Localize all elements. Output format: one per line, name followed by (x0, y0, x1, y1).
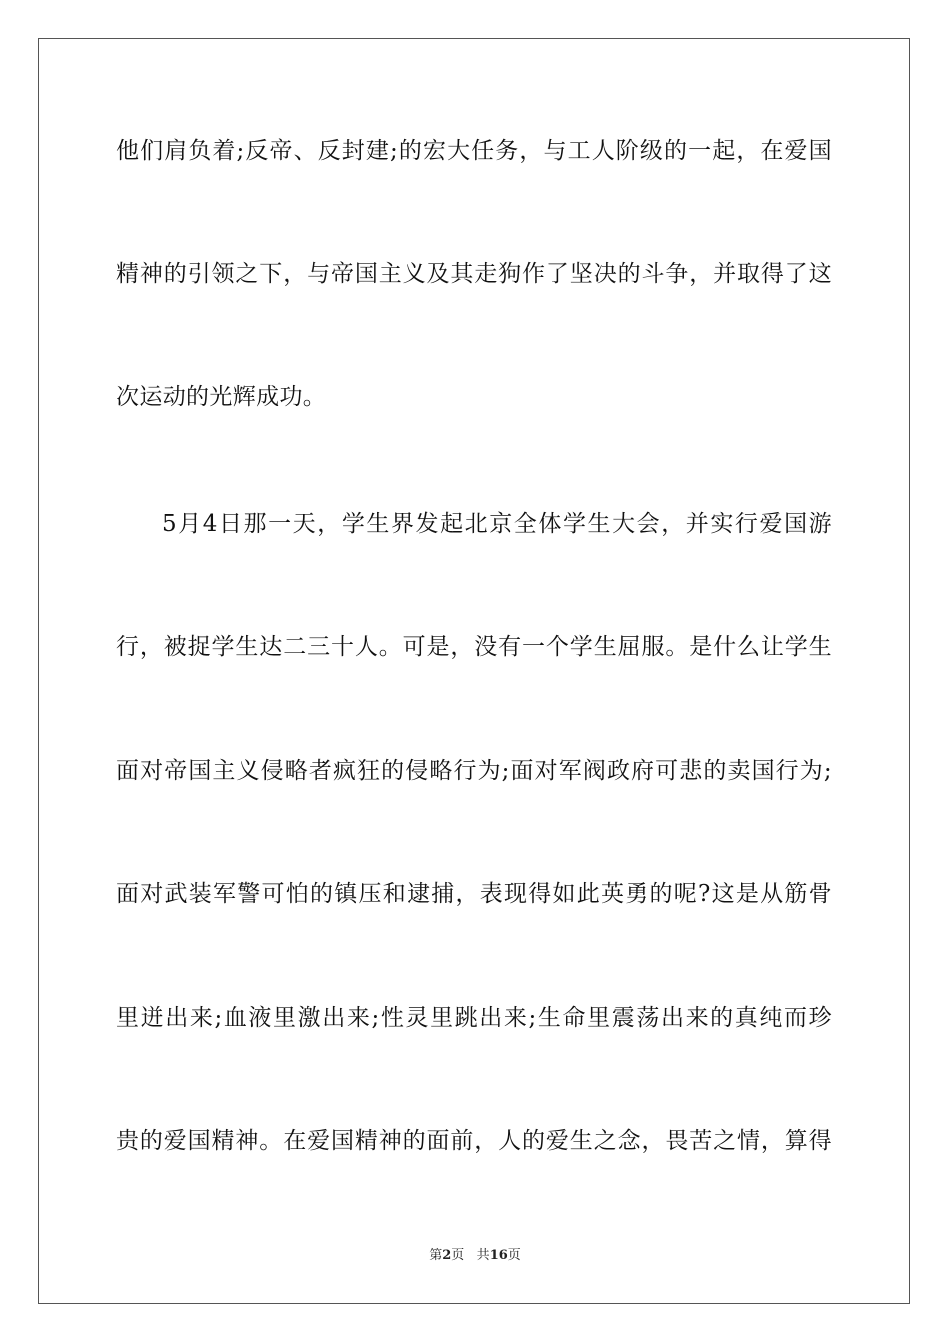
footer-prefix: 第 (429, 1248, 443, 1263)
body-line-5: 行，被捉学生达二三十人。可是，没有一个学生屈服。是什么让学生 (116, 634, 832, 660)
body-line-3: 次运动的光辉成功。 (116, 384, 327, 410)
body-line-6: 面对帝国主义侵略者疯狂的侵略行为;面对军阀政府可悲的卖国行为; (116, 758, 832, 784)
footer-page-suffix: 页 (451, 1248, 465, 1263)
page-footer (0, 1247, 950, 1265)
body-line-9: 贵的爱国精神。在爱国精神的面前，人的爱生之念，畏苦之情，算得 (116, 1128, 832, 1154)
body-line-4: 5月4日那一天，学生界发起北京全体学生大会，并实行爱国游 (162, 511, 832, 537)
body-line-7: 面对武装军警可怕的镇压和逮捕，表现得如此英勇的呢?这是从筋骨 (116, 881, 832, 907)
body-line-2: 精神的引领之下，与帝国主义及其走狗作了坚决的斗争，并取得了这 (116, 261, 832, 287)
footer-total-prefix: 共 (476, 1248, 490, 1263)
body-line-8: 里迸出来;血液里激出来;性灵里跳出来;生命里震荡出来的真纯而珍 (116, 1005, 832, 1031)
current-page-number: 2 (442, 1248, 452, 1263)
footer-total-suffix: 页 (507, 1248, 521, 1263)
body-line-1: 他们肩负着;反帝、反封建;的宏大任务，与工人阶级的一起，在爱国 (116, 138, 832, 164)
total-pages-number: 16 (489, 1248, 508, 1263)
page-border (38, 38, 910, 1304)
